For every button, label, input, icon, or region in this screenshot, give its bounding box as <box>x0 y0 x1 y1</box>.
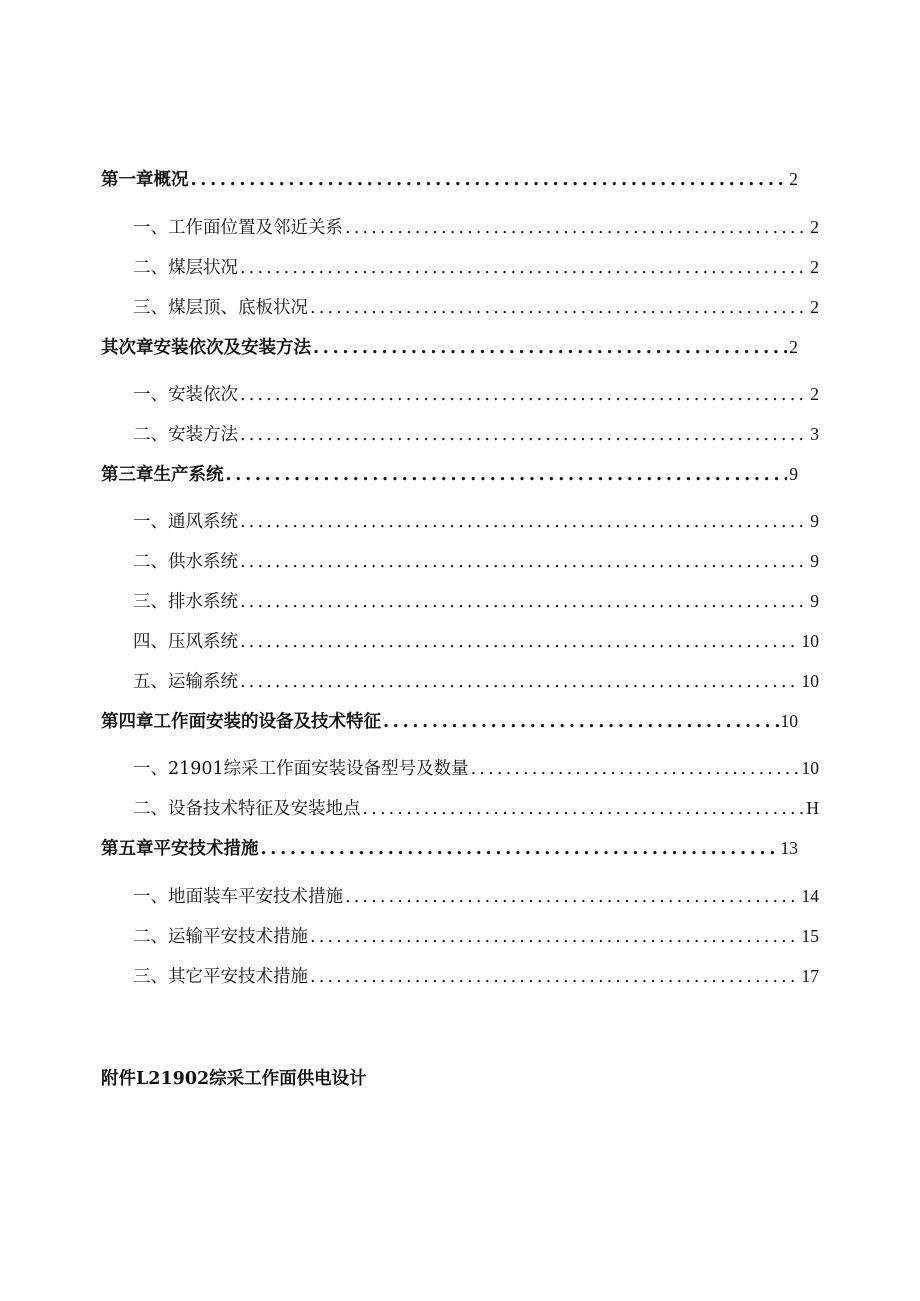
toc-entry-section[interactable] <box>133 888 819 907</box>
toc-entry-title: 五、运输系统 <box>133 672 238 692</box>
toc-leader-dots <box>240 594 808 612</box>
toc-entry-page: 2 <box>789 337 798 357</box>
toc-entry-page: 10 <box>780 711 798 731</box>
toc-entry-page: 2 <box>810 217 819 237</box>
toc-entry-title: 其次章安装依次及安装方法 <box>101 338 311 358</box>
toc-entry-title: 第五章平安技术措施 <box>101 839 259 859</box>
toc-entry-title: 一、通风系统 <box>133 512 238 532</box>
toc-entry-title: 二、设备技术特征及安装地点 <box>133 799 361 819</box>
appendix-heading: 附件L21902综采工作面供电设计 <box>101 1069 367 1089</box>
toc-entry-section[interactable] <box>133 513 819 532</box>
toc-entry-section[interactable] <box>133 673 819 692</box>
toc-leader-dots <box>240 260 808 278</box>
toc-entry-section[interactable] <box>133 760 819 779</box>
toc-leader-dots <box>310 300 808 318</box>
toc-entry-page: 9 <box>810 511 819 531</box>
toc-entry-chapter[interactable] <box>101 339 798 358</box>
toc-entry-title: 二、安装方法 <box>133 425 238 445</box>
toc-entry-section[interactable] <box>133 386 819 405</box>
toc-entry-page: H <box>806 798 819 818</box>
toc-entry-page: 10 <box>801 671 819 691</box>
toc-leader-dots <box>345 220 808 238</box>
toc-entry-section[interactable] <box>133 219 819 238</box>
toc-entry-chapter[interactable] <box>101 466 798 485</box>
toc-entry-title: 三、煤层顶、底板状况 <box>133 298 308 318</box>
toc-leader-dots <box>240 674 800 692</box>
toc-leader-dots <box>471 761 800 779</box>
toc-entry-page: 10 <box>801 758 819 778</box>
toc-entry-page: 9 <box>789 464 798 484</box>
toc-entry-page: 10 <box>801 631 819 651</box>
toc-entry-page: 2 <box>789 169 798 189</box>
toc-entry-title: 第三章生产系统 <box>101 465 224 485</box>
toc-entry-page: 3 <box>810 424 819 444</box>
toc-leader-dots <box>240 427 808 445</box>
toc-leader-dots <box>363 801 805 819</box>
toc-entry-title: 一、安装依次 <box>133 385 238 405</box>
toc-entry-title: 一、工作面位置及邻近关系 <box>133 218 343 238</box>
toc-leader-dots <box>240 554 808 572</box>
toc-entry-page: 2 <box>810 257 819 277</box>
toc-entry-title: 二、供水系统 <box>133 552 238 572</box>
toc-entry-page: 2 <box>810 384 819 404</box>
toc-entry-chapter[interactable] <box>101 713 798 732</box>
toc-entry-title: 二、煤层状况 <box>133 258 238 278</box>
toc-entry-title: 一、21901综采工作面安装设备型号及数量 <box>133 759 469 779</box>
toc-entry-title: 第四章工作面安装的设备及技术特征 <box>101 712 381 732</box>
toc-leader-dots <box>310 929 800 947</box>
toc-entry-section[interactable] <box>133 299 819 318</box>
toc-entry-title: 第一章概况 <box>101 170 189 190</box>
toc-entry-page: 9 <box>810 551 819 571</box>
toc-entry-page: 17 <box>801 966 819 986</box>
toc-entry-title: 一、地面装车平安技术措施 <box>133 887 343 907</box>
toc-entry-chapter[interactable] <box>101 840 798 859</box>
toc-entry-title: 三、其它平安技术措施 <box>133 967 308 987</box>
toc-leader-dots <box>261 841 779 859</box>
toc-entry-title: 三、排水系统 <box>133 592 238 612</box>
toc-entry-section[interactable] <box>133 259 819 278</box>
toc-entry-section[interactable] <box>133 633 819 652</box>
toc-leader-dots <box>310 969 800 987</box>
toc-entry-page: 9 <box>810 591 819 611</box>
toc-leader-dots <box>240 387 808 405</box>
toc-entry-page: 14 <box>801 886 819 906</box>
toc-entry-section[interactable] <box>133 593 819 612</box>
toc-entry-title: 四、压风系统 <box>133 632 238 652</box>
toc-entry-section[interactable] <box>133 968 819 987</box>
toc-entry-title: 二、运输平安技术措施 <box>133 927 308 947</box>
toc-entry-page: 15 <box>801 926 819 946</box>
toc-leader-dots <box>240 634 800 652</box>
toc-leader-dots <box>383 714 779 732</box>
toc-entry-section[interactable] <box>133 426 819 445</box>
toc-entry-page: 2 <box>810 297 819 317</box>
toc-entry-page: 13 <box>780 838 798 858</box>
toc-entry-section[interactable] <box>133 553 819 572</box>
toc-entry-section[interactable] <box>133 928 819 947</box>
toc-leader-dots <box>313 340 787 358</box>
toc-entry-chapter[interactable] <box>101 171 798 190</box>
toc-leader-dots <box>191 172 788 190</box>
toc-leader-dots <box>345 889 800 907</box>
toc-leader-dots <box>226 467 788 485</box>
toc-entry-section[interactable] <box>133 800 819 819</box>
toc-leader-dots <box>240 514 808 532</box>
